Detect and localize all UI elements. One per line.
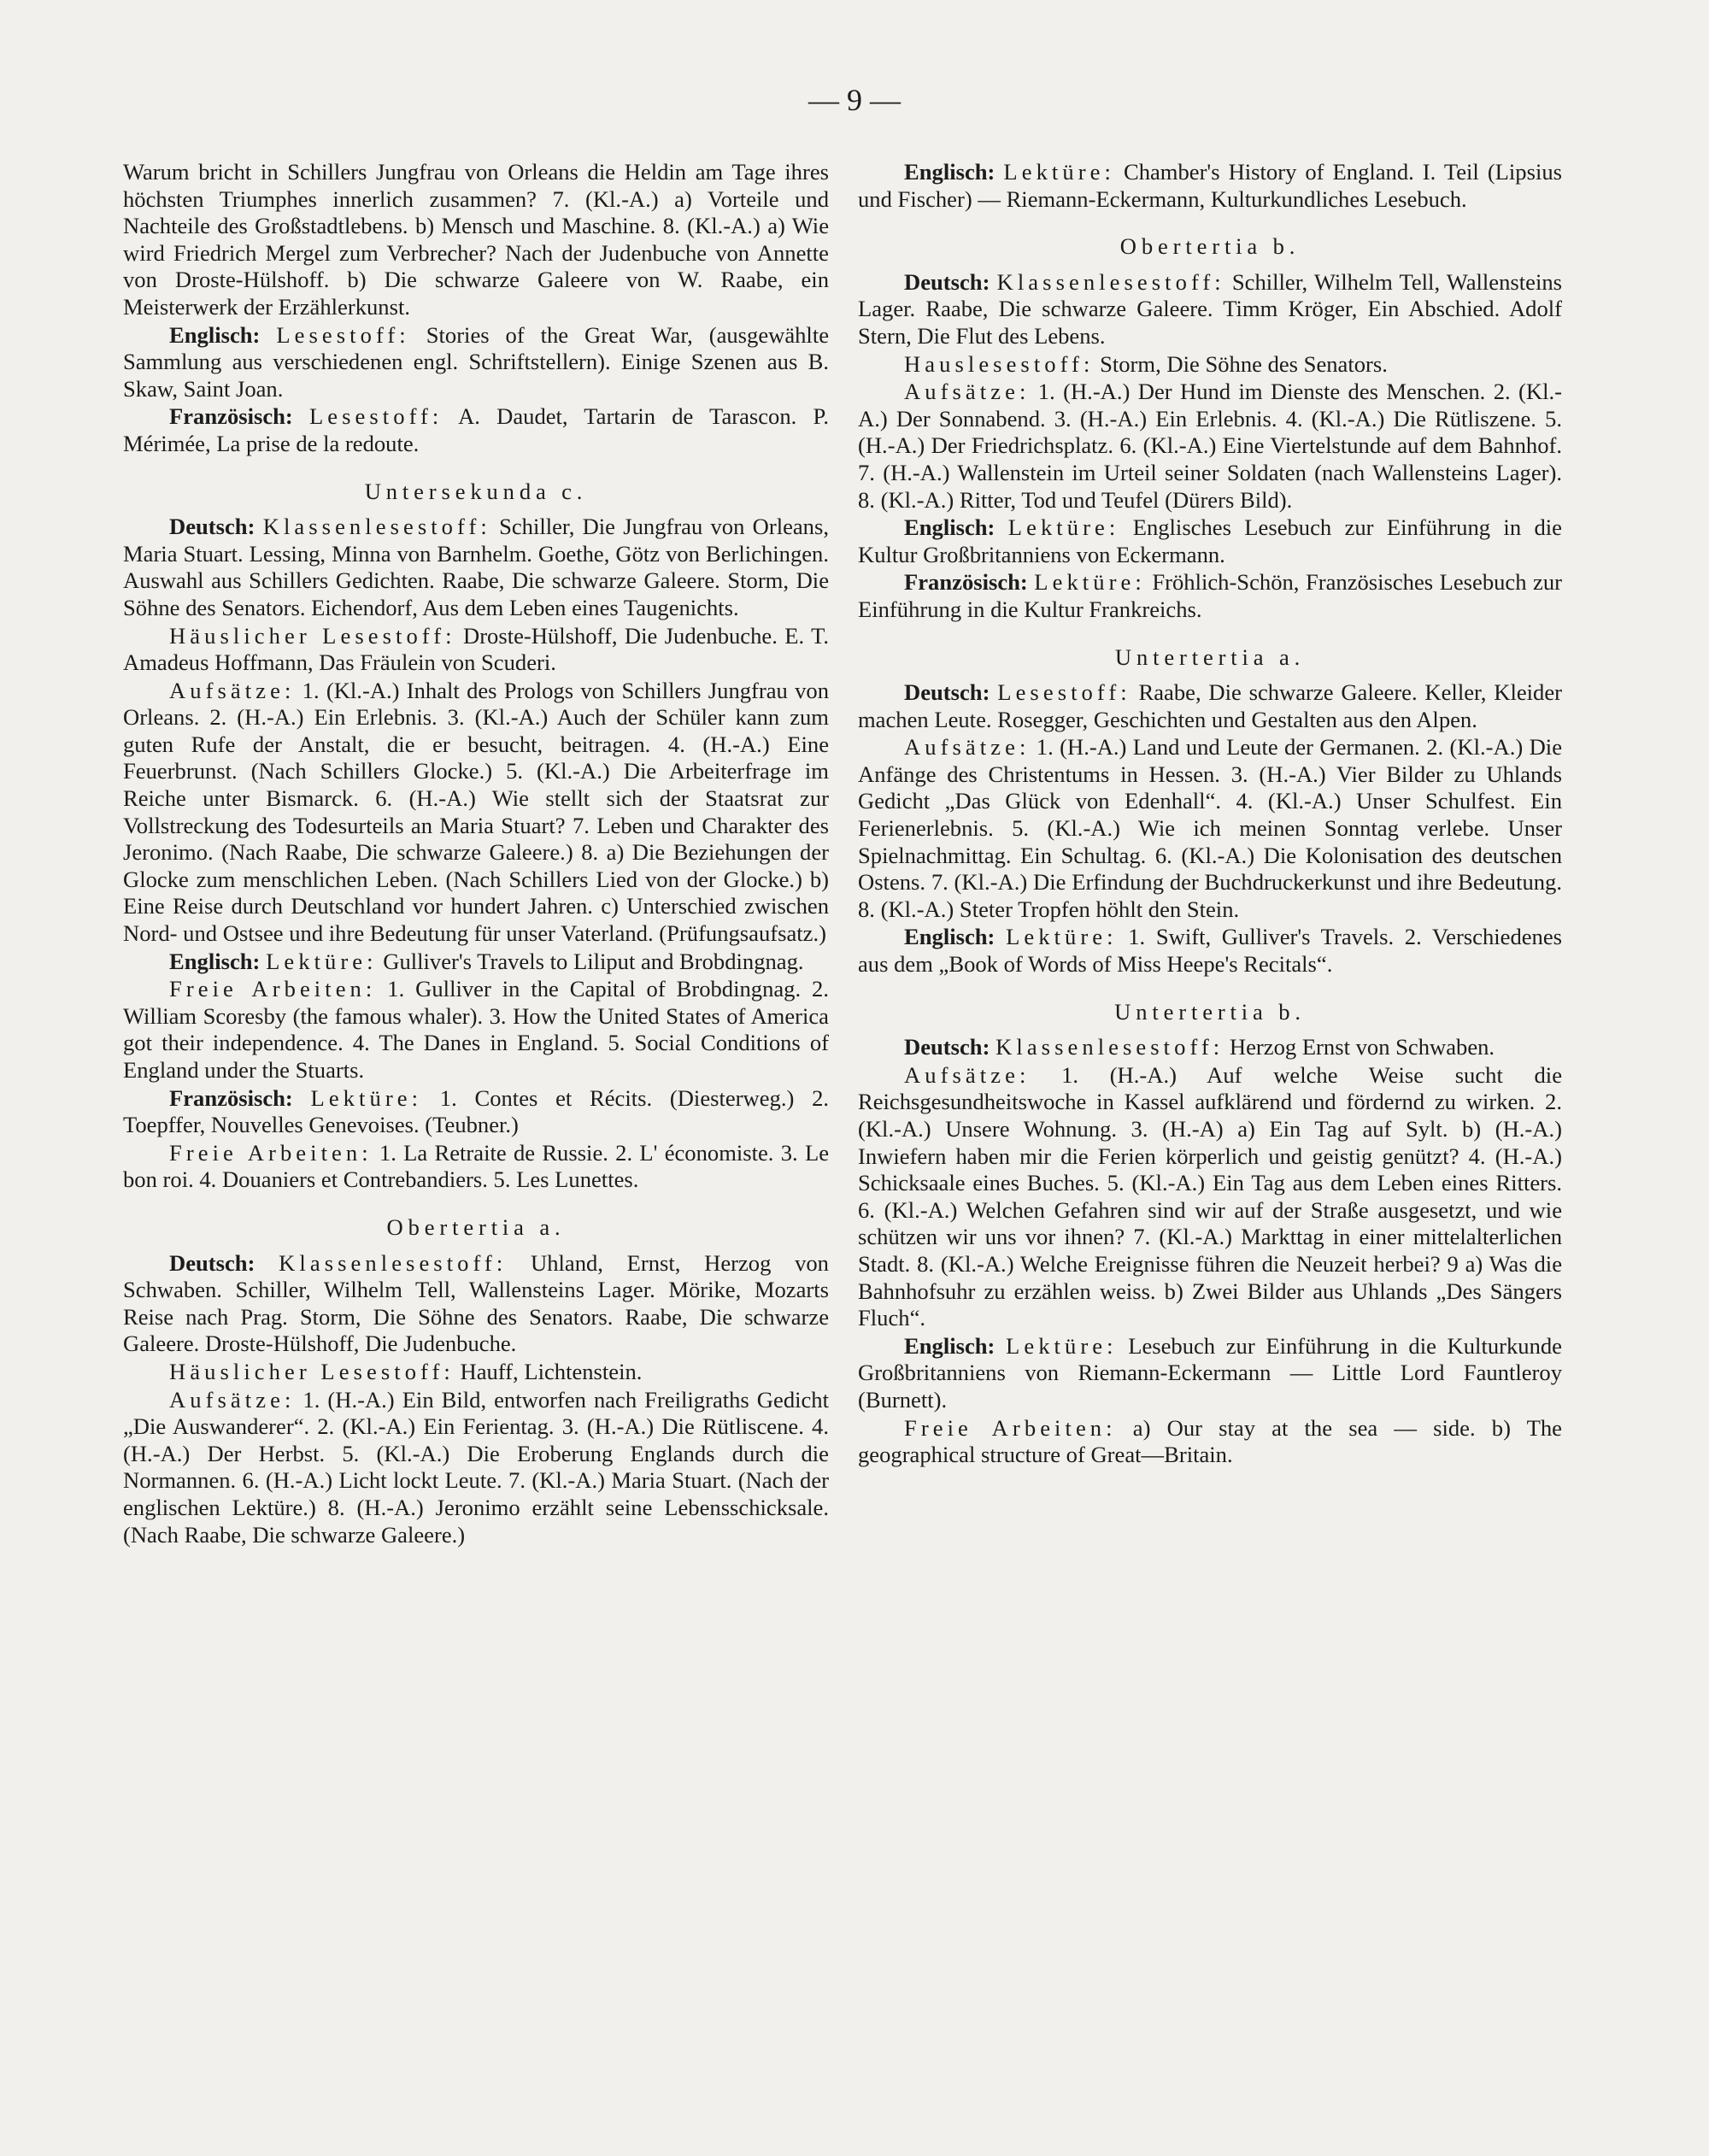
category-label: Freie Arbeiten: — [904, 1414, 1117, 1441]
category-label: Aufsätze: — [904, 734, 1031, 761]
entry-text: 1. (H.-A.) Auf welche Weise sucht die Reichsgesundheitswoche in Kassel aufklärend und fördernd zu wirken. 2. (Kl.-A.) Unsere Wohnung. 3. (H.-A) a) Ein Tag auf Sylt. b) (H.-A.) Inwiefern haben mir die Ferien körperlich und geistig genützt? 4. (H.-A.) Schicksaale eines Buches. 5. (Kl.-A.) Ein Tag aus dem Leben eines Ritters. 6. (Kl.-A.) Welchen Gefahren sind wir auf der Straße ausgesetzt, und wie schützen wir uns vor ihnen? 7. (Kl.-A.) Markttag in einer mittelalterlichen Stadt. 8. (Kl.-A.) Welche Ereignisse führen die Neuzeit herbei? 9 a) Was die Bahnhofsuhr zu erzählen weiss. b) Zwei Bilder aus Uhlands „Des Sängers Fluch“. — [858, 1061, 1563, 1331]
subject-label: Deutsch: — [169, 514, 255, 540]
entry-text: Schiller, Wilhelm Tell, Wallensteins Lager. Raabe, Die schwarze Galeere. Timm Kröger, Ein Abschied. Adolf Stern, Die Flut des Lebens. — [858, 268, 1562, 349]
subject-label: Englisch: — [169, 321, 261, 348]
category-label: Klassenlesestoff: — [996, 268, 1225, 295]
category-label: Lektüre: — [1006, 924, 1118, 950]
paragraph — [858, 269, 1562, 350]
paragraph — [123, 514, 829, 621]
entry-text: 1. Contes et Récits. (Diesterweg.) 2. Toepffer, Nouvelles Genevoises. (Teubner.) — [123, 1084, 830, 1138]
category-label: Lesestoff: — [308, 403, 443, 430]
category-label: Klassenlesestoff: — [262, 514, 491, 540]
section-heading: Untersekunda c. — [364, 478, 588, 504]
section-heading: Obertertia a. — [386, 1213, 566, 1240]
subject-label: Französisch: — [904, 569, 1028, 596]
entry-text: Schiller, Die Jungfrau von Orleans, Maria Stuart. Lessing, Minna von Barnhelm. Goethe, Götz von Berlichingen. Auswahl aus Schillers Gedichten. Raabe, Die schwarze Galeere. Storm, Die Söhne des Senators. Eichendorf, Aus dem Leben eines Taugenichts. — [123, 514, 829, 620]
category-label: Freie Arbeiten: — [169, 976, 377, 1002]
category-label: Aufsätze: — [169, 677, 296, 703]
subject-label: Deutsch: — [904, 679, 990, 706]
category-label: Freie Arbeiten: — [169, 1139, 373, 1166]
subject-label: Englisch: — [904, 514, 995, 541]
subject-label: Englisch: — [904, 924, 995, 950]
category-label: Aufsätze: — [904, 379, 1031, 405]
entry-text: Raabe, Die schwarze Galeere. Keller, Kleider machen Leute. Rosegger, Geschichten und Gestalten aus den Alpen. — [858, 679, 1562, 732]
paragraph — [858, 569, 1562, 623]
category-label: Lektüre: — [266, 948, 378, 974]
entry-text: 1. (H.-A.) Land und Leute der Germanen. 2. (Kl.-A.) Die Anfänge des Christentums in Hessen. 3. (H.-A.) Vier Bilder zu Uhlands Gedicht „Das Glück von Edenhall“. 4. (Kl.-A.) Unser Schulfest. Ein Ferienerlebnis. 5. (Kl.-A.) Wie ich meinen Sonntag verlebe. Unser Spielnachmittag. Ein Schultag. 6. (Kl.-A.) Die Kolonisation des deutschen Ostens. 7. (Kl.-A.) Die Erfindung der Buchdruckerkunst und ihre Bedeutung. 8. (Kl.-A.) Steter Tropfen höhlt den Stein. — [858, 734, 1562, 922]
paragraph — [858, 514, 1562, 568]
entry-text: Uhland, Ernst, Herzog von Schwaben. Schiller, Wilhelm Tell, Wallensteins Lager. Mörike, Mozarts Reise nach Prag. Storm, Die Söhne des Senators. Raabe, Die schwarze Galeere. Droste-Hülshoff, Die Judenbuche. — [123, 1249, 829, 1357]
paragraph — [858, 351, 1562, 379]
entry-text: 1. (H.-A.) Der Hund im Dienste des Menschen. 2. (Kl.-A.) Der Sonnabend. 3. (H.-A.) Ein Erlebnis. 4. (Kl.-A.) Die Rütliszene. 5. (H.-A.) Der Friedrichsplatz. 6. (Kl.-A.) Eine Viertelstunde auf dem Bahnhof. 7. (H.-A.) Wallenstein im Urteil seiner Soldaten (nach Wallensteins Lager). 8. (Kl.-A.) Ritter, Tod und Teufel (Dürers Bild). — [858, 379, 1562, 513]
right-column — [858, 159, 1562, 1470]
entry-text: a) Our stay at the sea — side. b) The geographical structure of Great—Britain. — [858, 1414, 1562, 1468]
entry-text: 1. Gulliver in the Capital of Brobdingnag. 2. William Scoresby (the famous whaler). 3. How the United States of America got their independence. 4. The Danes in England. 5. Social Conditions of England under the Stuarts. — [123, 976, 830, 1083]
section-heading: Untertertia b. — [1114, 998, 1306, 1025]
paragraph — [123, 1140, 829, 1194]
entry-text: 1. Swift, Gulliver's Travels. 2. Verschiedenes aus dem „Book of Words of Miss Heepe's Recitals“. — [858, 924, 1563, 978]
category-label: Häuslicher Lesestoff: — [169, 622, 456, 649]
entry-text: 1. La Retraite de Russie. 2. L' économiste. 3. Le bon roi. 4. Douaniers et Contrebandiers. 5. Les Lunettes. — [123, 1139, 829, 1193]
paragraph — [858, 1415, 1562, 1469]
entry-text: Storm, Die Söhne des Senators. — [1100, 350, 1388, 377]
paragraph — [123, 678, 829, 948]
left-column — [123, 159, 829, 1549]
section-heading: Untertertia a. — [1114, 643, 1306, 670]
paragraph — [858, 1062, 1562, 1332]
paragraph — [123, 949, 829, 976]
paragraph — [123, 322, 829, 403]
entry-text: Englisches Lesebuch zur Einführung in die Kultur Großbritanniens von Eckermann. — [858, 514, 1562, 567]
subject-label: Französisch: — [169, 403, 293, 430]
entry-text: Chamber's History of England. I. Teil (Lipsius und Fischer) — Riemann-Eckermann, Kulturkundliches Lesebuch. — [858, 159, 1562, 212]
category-label: Häuslicher Lesestoff: — [169, 1358, 455, 1384]
subject-label: Englisch: — [904, 159, 995, 185]
category-label: Lektüre: — [310, 1084, 423, 1111]
entry-text: Gulliver's Travels to Liliput and Brobdingnag. — [383, 948, 804, 974]
paragraph — [123, 1085, 829, 1139]
category-label: Klassenlesestoff: — [995, 1034, 1224, 1060]
subject-label: Deutsch: — [169, 1249, 255, 1276]
category-label: Lektüre: — [1007, 514, 1120, 541]
entry-text: Stories of the Great War, (ausgewählte Sammlung aus verschiedenen engl. Schriftstellern). Einige Szenen aus B. Skaw, Saint Joan. — [123, 321, 830, 402]
entry-text: Fröhlich-Schön, Französisches Lesebuch zur Einführung in die Kultur Frankreichs. — [858, 569, 1562, 622]
category-label: Lesestoff: — [276, 321, 410, 348]
paragraph: Warum bricht in Schillers Jungfrau von Orleans die Heldin am Tage ihres höchsten Triumphes innerlich zusammen? 7. (Kl.-A.) a) Vorteile und Nachteile des Großstadtlebens. b) Mensch und Maschine. 8. (Kl.-A.) a) Wie wird Friedrich Mergel zum Verbrecher? Nach der Judenbuche von Annette von Droste-Hülshoff. b) Die schwarze Galeere von W. Raabe, ein Meisterwerk der Erzählerkunst. — [123, 159, 829, 320]
paragraph — [123, 1359, 829, 1386]
subject-label: Englisch: — [169, 948, 261, 974]
entry-text: A. Daudet, Tartarin de Tarascon. P. Mérimée, La prise de la redoute. — [123, 403, 829, 456]
paragraph — [123, 976, 829, 1084]
paragraph — [123, 623, 829, 677]
paragraph — [123, 403, 829, 457]
category-label: Lesestoff: — [997, 679, 1131, 706]
category-label: Hauslesestoff: — [904, 350, 1095, 377]
entry-text: Droste-Hülshoff, Die Judenbuche. E. T. Amadeus Hoffmann, Das Fräulein von Scuderi. — [123, 622, 829, 676]
paragraph — [858, 679, 1562, 733]
category-label: Aufsätze: — [904, 1061, 1031, 1088]
page-number: — 9 — — [808, 83, 901, 117]
subject-label: Französisch: — [169, 1084, 293, 1111]
paragraph — [858, 379, 1562, 514]
category-label: Lektüre: — [1006, 1332, 1118, 1359]
paragraph — [858, 1034, 1562, 1061]
category-label: Klassenlesestoff: — [279, 1249, 508, 1276]
paragraph — [123, 1387, 829, 1549]
entry-text: Hauff, Lichtenstein. — [460, 1358, 643, 1384]
entry-text: 1. (H.-A.) Ein Bild, entworfen nach Freiligraths Gedicht „Die Auswanderer“. 2. (Kl.-A.) Ein Ferientag. 3. (H.-A.) Die Rütliscene. 4. (H.-A.) Der Herbst. 5. (Kl.-A.) Die Eroberung Englands durch die Normannen. 6. (H.-A.) Licht lockt Leute. 7. (Kl.-A.) Maria Stuart. (Nach der englischen Lektüre.) 8. (H.-A.) Jeronimo erzählt seine Lebensschicksale. (Nach Raabe, Die schwarze Galeere.) — [123, 1386, 829, 1548]
paragraph — [858, 1333, 1562, 1414]
category-label: Lektüre: — [1003, 159, 1115, 185]
subject-label: Englisch: — [904, 1332, 995, 1359]
paragraph — [123, 1250, 829, 1358]
entry-text: 1. (Kl.-A.) Inhalt des Prologs von Schillers Jungfrau von Orleans. 2. (H.-A.) Ein Erlebnis. 3. (Kl.-A.) Auch der Schüler kann zum guten Rufe der Anstalt, die er besucht, beitragen. 4. (H.-A.) Eine Feuerbrunst. (Nach Schillers Glocke.) 5. (Kl.-A.) Die Arbeiterfrage im Reiche unter Bismarck. 6. (H.-A.) Wie stellt sich der Staatsrat zur Vollstreckung des Todesurteils an Maria Stuart? 7. Leben und Charakter des Jeronimo. (Nach Raabe, Die schwarze Galeere.) 8. a) Die Beziehungen der Glocke zum menschlichen Leben. (Nach Schillers Lied von der Glocke.) b) Eine Reise durch Deutschland vor hundert Jahren. c) Unterschied zwischen Nord- und Ostsee und ihre Bedeutung für unser Vaterland. (Prüfungsaufsatz.) — [123, 677, 829, 947]
entry-text: Herzog Ernst von Schwaben. — [1229, 1034, 1495, 1060]
subject-label: Deutsch: — [904, 268, 990, 295]
subject-label: Deutsch: — [904, 1034, 990, 1060]
category-label: Lektüre: — [1034, 569, 1146, 596]
paragraph — [858, 159, 1562, 213]
category-label: Aufsätze: — [169, 1386, 296, 1413]
paragraph — [858, 924, 1562, 978]
entry-text: Lesebuch zur Einführung in die Kulturkunde Großbritanniens von Riemann-Eckermann — Little Lord Fauntleroy (Burnett). — [858, 1332, 1562, 1413]
paragraph — [858, 734, 1562, 923]
section-heading: Obertertia b. — [1119, 233, 1301, 260]
